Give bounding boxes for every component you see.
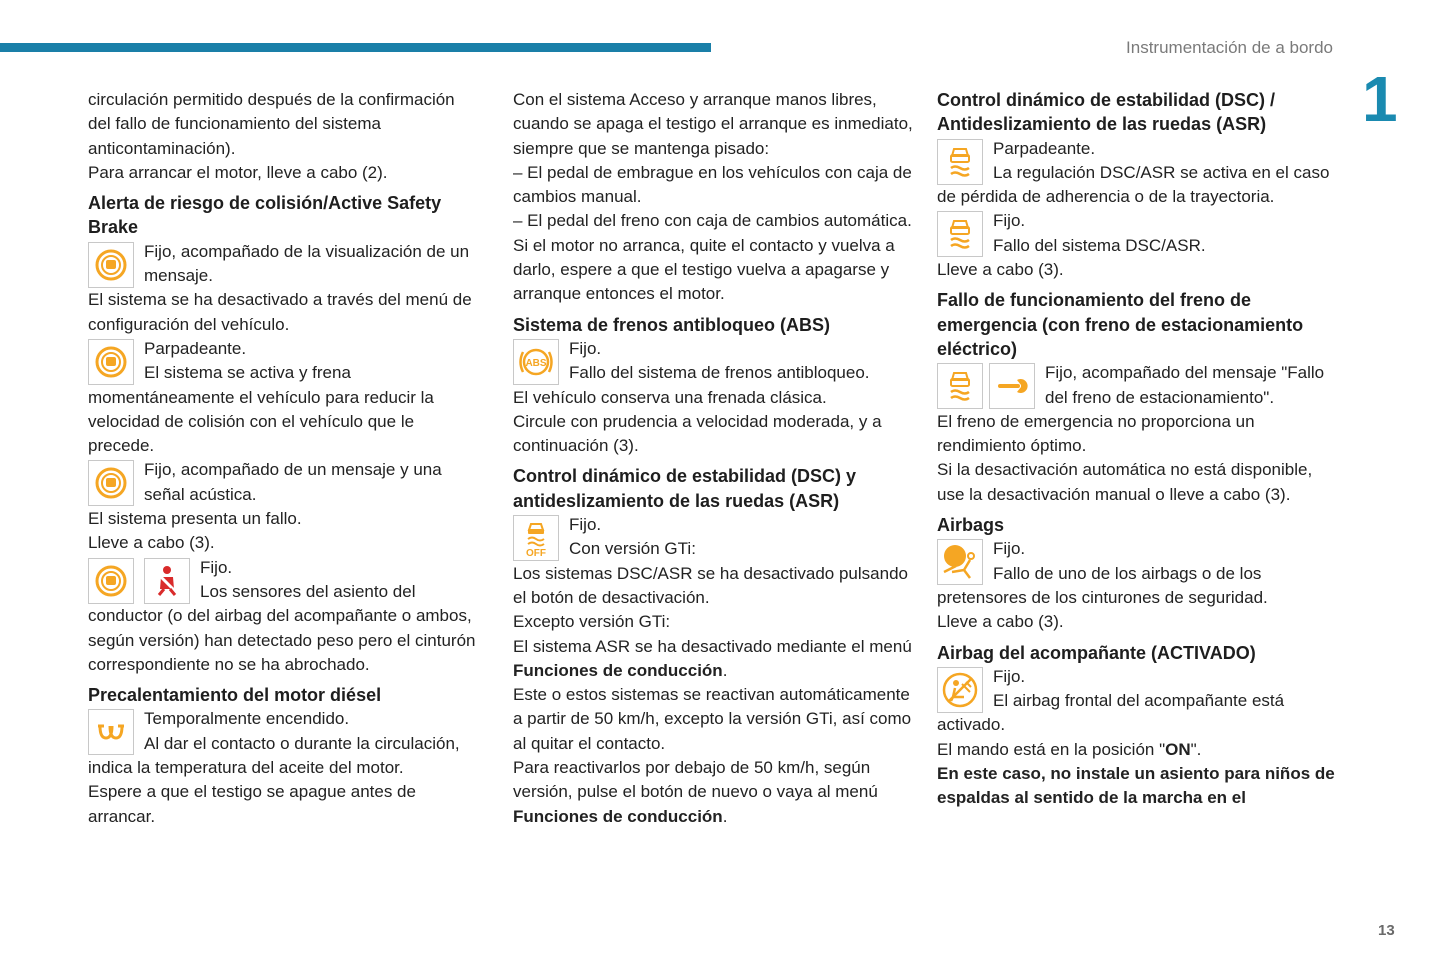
airbag-icon	[937, 539, 983, 585]
section-heading: Sistema de frenos antibloqueo (ABS)	[513, 314, 831, 335]
section-heading: Fallo de funcionamiento del freno de emergencia (con freno de estacionamiento eléctrico)	[937, 290, 1304, 359]
paragraph: Lleve a cabo (3).	[88, 533, 215, 553]
chapter-number: 1	[1362, 63, 1398, 135]
paragraph: Fijo, acompañado de la visualización de un mensaje.	[144, 241, 470, 286]
paragraph: Fijo, acompañado del mensaje "Fallo del freno de estacionamiento".	[1045, 363, 1325, 407]
column-1	[88, 88, 480, 829]
menu-name: Funciones de conducción	[513, 806, 723, 826]
paragraph: El sistema presenta un fallo.	[88, 509, 302, 529]
collision-warning-icon	[88, 242, 134, 288]
collision-warning-icon	[88, 460, 134, 506]
column-2	[513, 88, 913, 829]
dsc-off-icon	[513, 515, 559, 561]
paragraph: Parpadeante.	[144, 338, 247, 358]
collision-warning-icon	[88, 558, 134, 604]
dsc-asr-icon	[937, 363, 983, 409]
paragraph: Fijo.	[993, 211, 1026, 231]
paragraph: Para reactivarlos por debajo de 50 km/h, según versión, pulse el botón de nuevo o vaya al menú Funciones de conducción.	[513, 758, 878, 826]
header-accent-bar	[0, 43, 711, 52]
paragraph: El mando está en la posición "ON".	[937, 739, 1202, 759]
paragraph: Los sensores del asiento del conductor (o del airbag del acompañante o ambos, según versión) han detectado peso pero el cinturón correspondiente no se ha abrochado.	[88, 581, 476, 674]
paragraph: Fijo, acompañado de un mensaje y una señal acústica.	[144, 460, 442, 504]
paragraph: Para arrancar el motor, lleve a cabo (2).	[88, 162, 388, 182]
paragraph: El sistema se ha desactivado a través del menú de configuración del vehículo.	[88, 290, 472, 334]
paragraph: Circule con prudencia a velocidad moderada, y a continuación (3).	[513, 411, 882, 456]
dsc-asr-icon	[937, 211, 983, 257]
paragraph: El freno de emergencia no proporciona un rendimiento óptimo.	[937, 411, 1255, 456]
paragraph: El sistema ASR se ha desactivado mediante el menú Funciones de conducción.	[513, 636, 912, 680]
column-3	[937, 88, 1337, 811]
paragraph: Fallo del sistema de frenos antibloqueo.	[569, 363, 870, 383]
paragraph: La regulación DSC/ASR se activa en el caso de pérdida de adherencia o de la trayectoria.	[937, 162, 1330, 207]
paragraph: – El pedal del freno con caja de cambios automática.	[513, 211, 912, 231]
paragraph: Si la desactivación automática no está disponible, use la desactivación manual o lleve a cabo (3).	[937, 460, 1313, 504]
paragraph: Lleve a cabo (3).	[937, 612, 1064, 632]
section-heading: Airbag del acompañante (ACTIVADO)	[937, 642, 1256, 663]
abs-label: ABS	[525, 357, 547, 369]
paragraph: El sistema se activa y frena momentáneamente el vehículo para reducir la velocidad de colisión con el vehículo que le precede.	[88, 363, 434, 456]
paragraph: Los sistemas DSC/ASR se ha desactivado pulsando el botón de desactivación.	[513, 563, 908, 607]
paragraph: Fijo.	[993, 539, 1026, 559]
paragraph: circulación permitido después de la confirmación del fallo de funcionamiento del sistema anticontaminación).	[88, 90, 455, 158]
menu-name: Funciones de conducción	[513, 660, 723, 680]
seatbelt-warning-icon	[144, 558, 190, 604]
paragraph: El vehículo conserva una frenada clásica.	[513, 387, 827, 407]
paragraph: Al dar el contacto o durante la circulación, indica la temperatura del aceite del motor.	[88, 733, 460, 778]
paragraph: Temporalmente encendido.	[144, 709, 350, 729]
paragraph: Fijo.	[569, 338, 602, 358]
paragraph: Parpadeante.	[993, 138, 1096, 158]
section-heading: Control dinámico de estabilidad (DSC) / Antideslizamiento de las ruedas (ASR)	[937, 90, 1276, 135]
paragraph: Excepto versión GTi:	[513, 612, 671, 632]
wrench-icon	[989, 363, 1035, 409]
paragraph: Lleve a cabo (3).	[937, 260, 1064, 280]
paragraph: Espere a que el testigo se apague antes de arrancar.	[88, 782, 416, 826]
paragraph: Fijo.	[200, 557, 233, 577]
section-heading: Precalentamiento del motor diésel	[88, 685, 382, 706]
paragraph: Este o estos sistemas se reactivan automáticamente a partir de 50 km/h, excepto la versión GTi, así como al quitar el contacto.	[513, 685, 912, 753]
abs-warning-icon	[513, 339, 559, 385]
glow-plug-icon	[88, 709, 134, 755]
section-heading: Control dinámico de estabilidad (DSC) y antideslizamiento de las ruedas (ASR)	[513, 466, 857, 511]
collision-warning-icon	[88, 339, 134, 385]
paragraph: Con versión GTi:	[569, 539, 696, 559]
section-heading: Airbags	[937, 515, 1005, 536]
dsc-asr-icon	[937, 139, 983, 185]
paragraph: Fijo.	[993, 666, 1026, 686]
on-label: ON	[1165, 739, 1191, 759]
paragraph: – El pedal de embrague en los vehículos con caja de cambios manual.	[513, 162, 912, 207]
paragraph: Con el sistema Acceso y arranque manos libres, cuando se apaga el testigo el arranque es inmediato, siempre que se mantenga pisado:	[513, 90, 913, 158]
paragraph: El airbag frontal del acompañante está activado.	[937, 691, 1285, 735]
chapter-title: Instrumentación de a bordo	[1126, 38, 1333, 57]
warning-text: En este caso, no instale un asiento para niños de espaldas al sentido de la marcha en el	[937, 764, 1335, 808]
paragraph: Fallo del sistema DSC/ASR.	[993, 235, 1206, 255]
passenger-airbag-on-icon	[937, 667, 983, 713]
off-label: OFF	[526, 548, 546, 559]
paragraph: Si el motor no arranca, quite el contacto y vuelva a darlo, espere a que el testigo vuelva a apagarse y arranque entonces el motor.	[513, 235, 895, 304]
paragraph: Fijo.	[569, 515, 602, 535]
paragraph	[937, 762, 1337, 811]
section-heading: Alerta de riesgo de colisión/Active Safety Brake	[88, 193, 442, 238]
paragraph: Fallo de uno de los airbags o de los pretensores de los cinturones de seguridad.	[937, 563, 1268, 607]
page-number: 13	[1378, 922, 1395, 939]
